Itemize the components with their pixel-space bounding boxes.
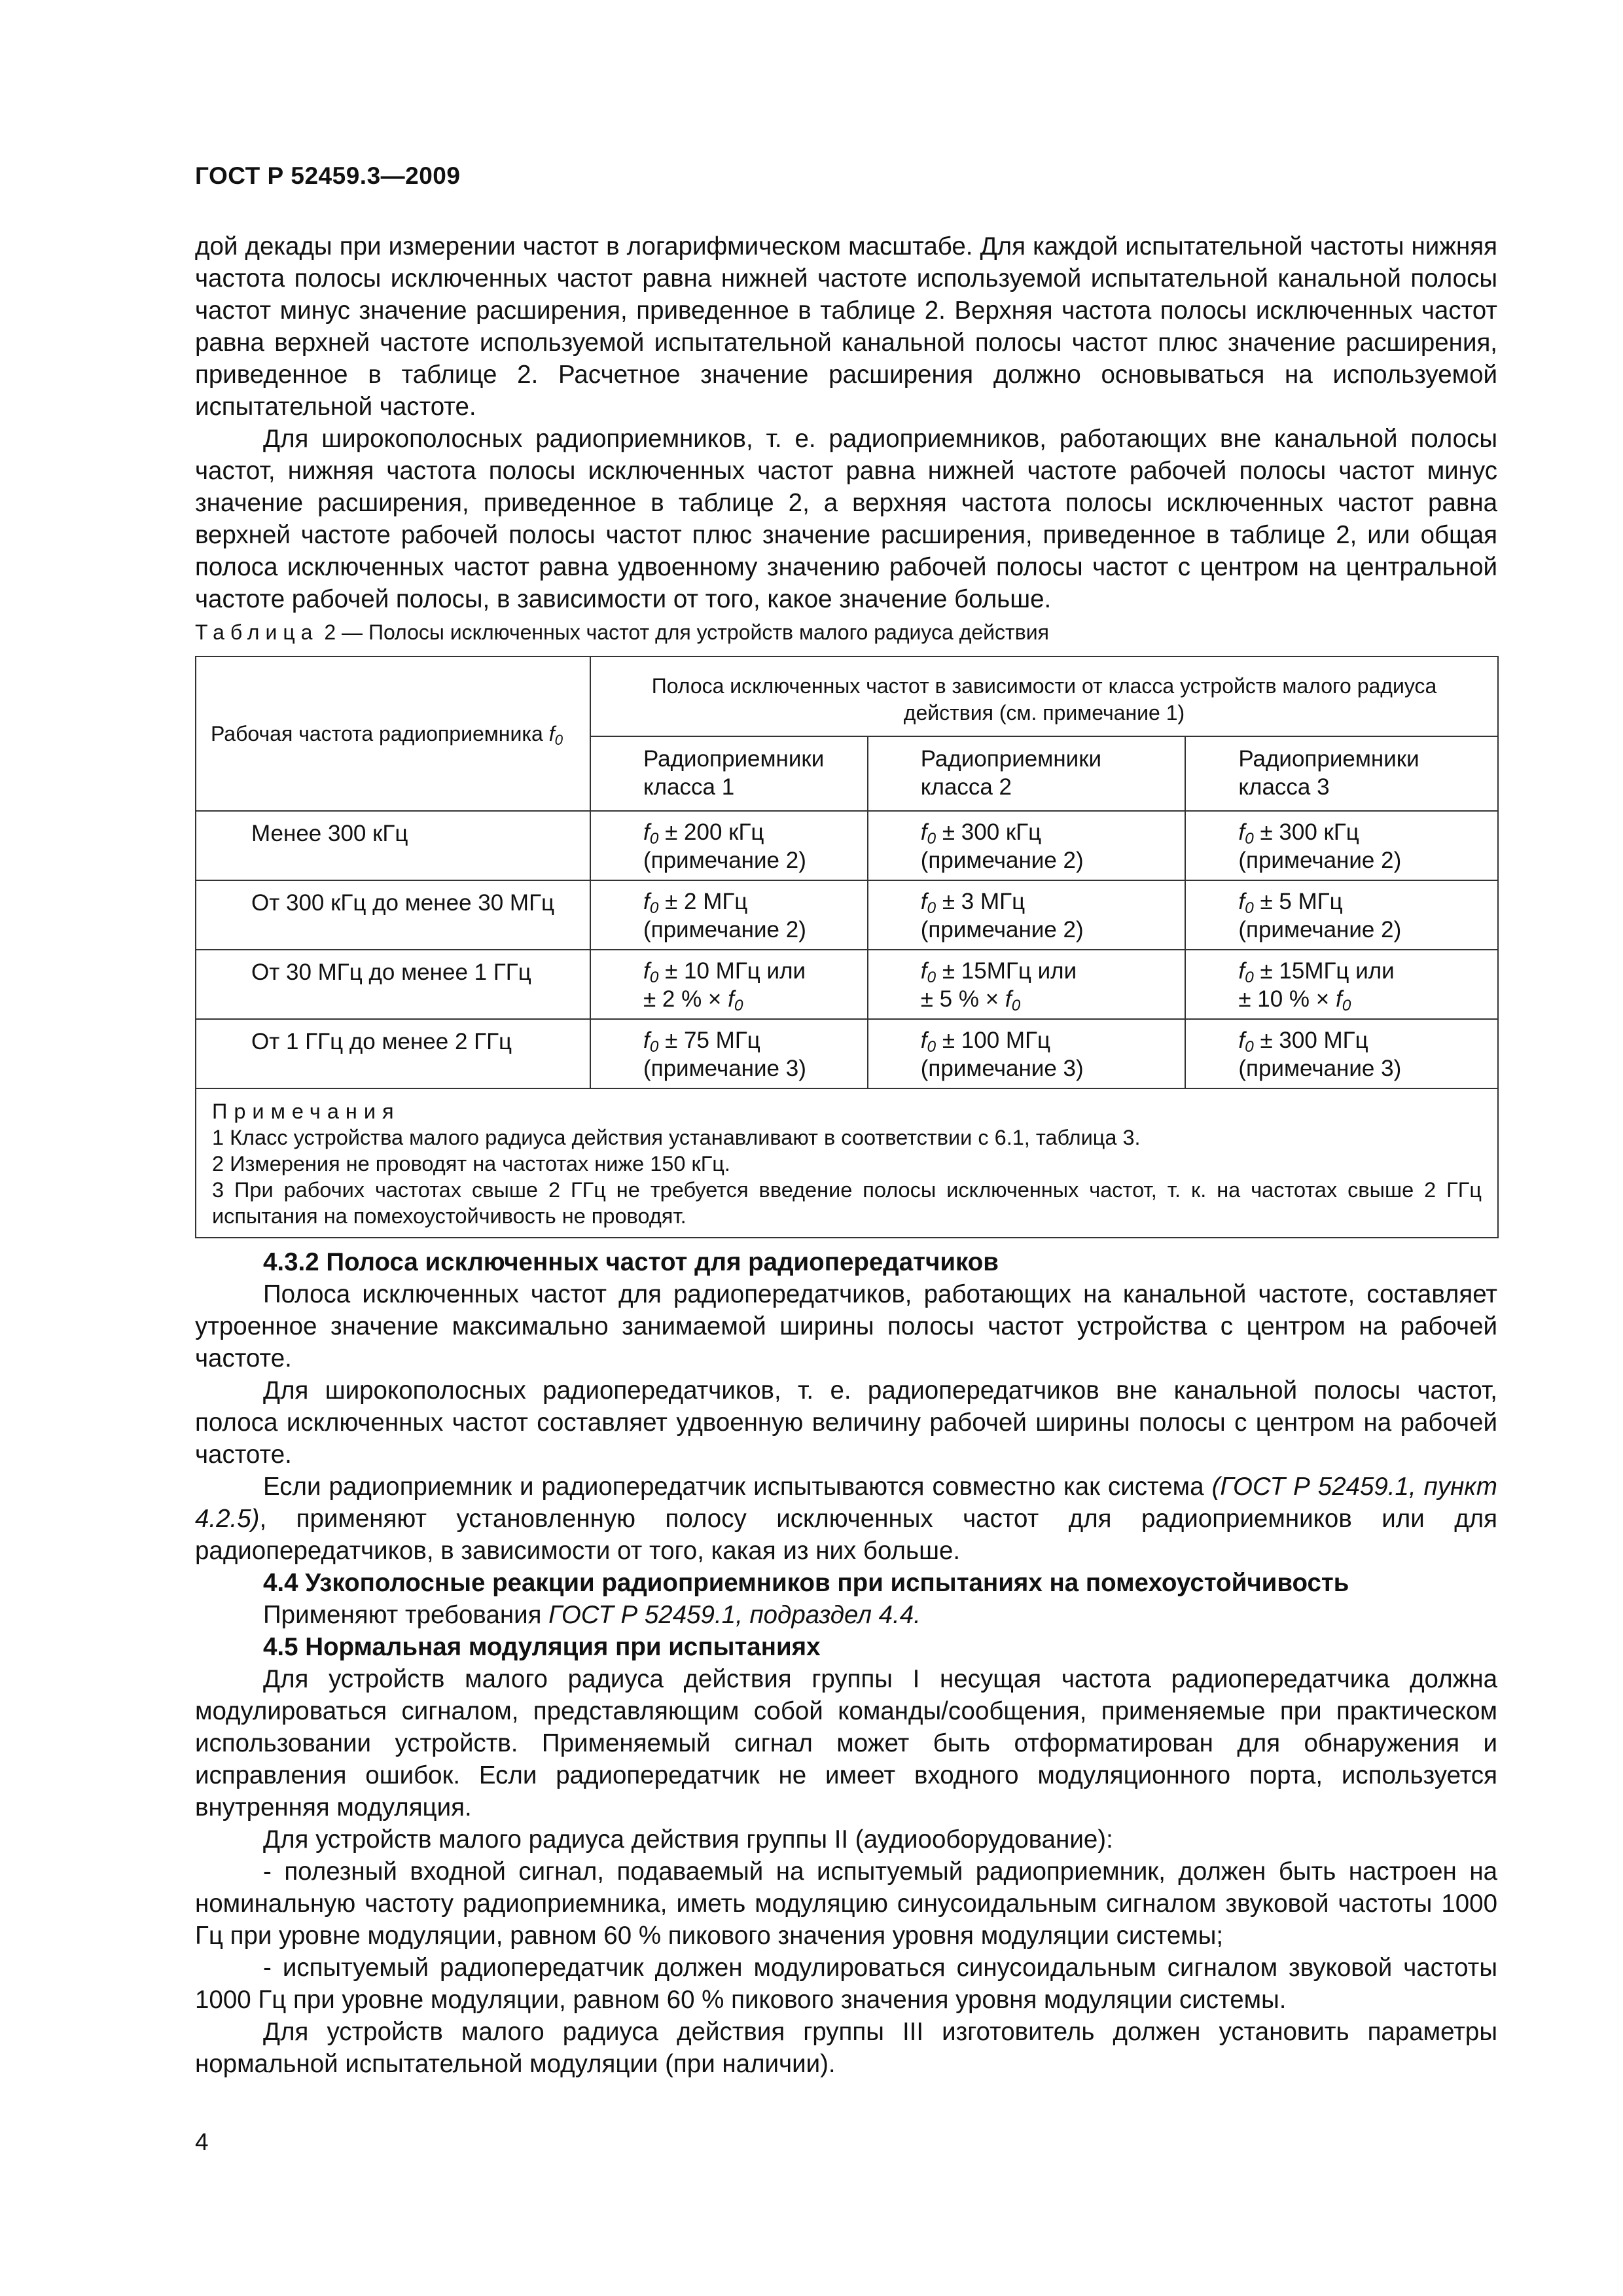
note-item: 3 При рабочих частотах свыше 2 ГГц не требуется введение полосы исключенных частот, т. к. на частотах свыше 2 ГГц испытания на помехоустойчивость не проводят. <box>212 1178 1482 1228</box>
table-cell <box>1185 811 1498 880</box>
table-row <box>196 811 1498 880</box>
cell-note: (примечание 2) <box>643 848 806 873</box>
cell-value: ± 75 МГц <box>665 1028 760 1053</box>
list-item: - полезный входной сигнал, подаваемый на испытуемый радиоприемник, должен быть настроен на номинальную частоту радиоприемника, иметь модуляцию синусоидальным сигналом звуковой частоты 1000 Гц при уровне модуляции, равном 60 % пикового значения уровня модуляции системы; <box>195 1857 1497 1950</box>
row-label: От 300 кГц до менее 30 МГц <box>196 880 590 950</box>
f0-symbol: $f_0$ <box>920 958 936 986</box>
group-header: Полоса исключенных частот в зависимости от класса устройств малого радиуса действия (см. примечание 1) <box>590 656 1498 736</box>
table-caption-prefix: Таблица <box>195 620 319 644</box>
cell-value: ± 300 кГц <box>1260 819 1359 845</box>
class-header-line: класса 2 <box>920 774 1012 800</box>
cell-value: ± 100 МГц <box>942 1028 1051 1053</box>
reference-link: ГОСТ Р 52459.1, подраздел 4.4. <box>548 1601 921 1629</box>
class-header-3 <box>1185 736 1498 811</box>
f0-symbol: $f_0$ <box>1005 986 1021 1014</box>
class-header-line: Радиоприемники <box>1238 746 1419 772</box>
reference-link: (ГОСТ Р 52459.1, пункт 4.2.5) <box>195 1473 1497 1533</box>
paragraph: Полоса исключенных частот для радиопередатчиков, работающих на канальной частоте, составляет утроенное значение максимально занимаемой ширины полосы частот устройства с центром на рабочей частоте. <box>195 1280 1497 1372</box>
paragraph: Для широкополосных радиопередатчиков, т. е. радиопередатчиков вне канальной полосы частот, полоса исключенных частот составляет удвоенную величину рабочей ширины полосы с центром на рабочей частоте. <box>195 1376 1497 1469</box>
table-cell <box>590 811 868 880</box>
table-cell <box>868 950 1186 1019</box>
class-header-line: класса 3 <box>1238 774 1330 800</box>
table-cell <box>1185 880 1498 950</box>
f0-symbol: $f_0$ <box>643 889 659 917</box>
text-run: Если радиоприемник и радиопередатчик испытываются совместно как система <box>263 1473 1212 1501</box>
table-row <box>196 950 1498 1019</box>
f0-symbol: $f_0$ <box>920 819 936 848</box>
cell-value: ± 2 % × <box>643 986 722 1012</box>
cell-value: ± 5 МГц <box>1260 889 1343 914</box>
paragraph: Для устройств малого радиуса действия группы III изготовитель должен установить параметры нормальной испытательной модуляции (при наличии). <box>195 2018 1497 2078</box>
table-cell <box>868 811 1186 880</box>
intro-text <box>195 230 1497 615</box>
section-text <box>195 1246 1497 2080</box>
paragraph: Для устройств малого радиуса действия группы I несущая частота радиопередатчика должна модулироваться сигналом, представляющим собой команды/сообщения, применяемые при практическом использовании устройств. Применяемый сигнал может быть отформатирован для обнаружения и исправления ошибок. Если радиопередатчик не имеет входного модуляционного порта, используется внутренняя модуляция. <box>195 1665 1497 1821</box>
paragraph: дой декады при измерении частот в логарифмическом масштабе. Для каждой испытательной частоты нижняя частота полосы исключенных частот равна нижней частоте используемой испытательной канальной полосы частот минус значение расширения, приведенное в таблице 2. Верхняя частота полосы исключенных частот равна верхней частоте используемой испытательной канальной полосы частот плюс значение расширения, приведенное в таблице 2. Расчетное значение расширения должно основываться на используемой испытательной частоте. <box>195 232 1497 421</box>
f0-symbol: $f_0$ <box>1335 986 1351 1014</box>
f0-symbol: $f_0$ <box>1238 819 1254 848</box>
row-label: От 1 ГГц до менее 2 ГГц <box>196 1019 590 1088</box>
page-number: 4 <box>195 2128 209 2155</box>
list-item: - испытуемый радиопередатчик должен модулироваться синусоидальным сигналом звуковой частоты 1000 Гц при уровне модуляции, равном 60 % пикового значения уровня модуляции системы. <box>195 1954 1497 2014</box>
f0-symbol: $f_0$ <box>1238 1028 1254 1056</box>
table-cell <box>1185 950 1498 1019</box>
table-cell <box>590 1019 868 1088</box>
text-run: , применяют установленную полосу исключенных частот для радиоприемников или для радиопередатчиков, в зависимости от того, какая из них больше. <box>195 1505 1497 1565</box>
cell-note: (примечание 2) <box>1238 848 1402 873</box>
cell-note: (примечание 2) <box>920 848 1084 873</box>
f0-symbol: $f_0$ <box>920 889 936 917</box>
cell-value: ± 300 МГц <box>1260 1028 1368 1053</box>
paragraph <box>195 1599 1497 1631</box>
paragraph <box>195 1471 1497 1567</box>
f0-symbol: $f_0$ <box>643 1028 659 1056</box>
f0-symbol: $f_0$ <box>643 819 659 848</box>
cell-value: ± 10 МГц или <box>665 958 806 984</box>
cell-value: ± 3 МГц <box>942 889 1026 914</box>
table-cell <box>590 880 868 950</box>
notes-title: Примечания <box>212 1100 401 1123</box>
row-label: От 30 МГц до менее 1 ГГц <box>196 950 590 1019</box>
cell-value: ± 10 % × <box>1238 986 1330 1012</box>
f0-symbol: $f_0$ <box>1238 958 1254 986</box>
table-caption-text: 2 — Полосы исключенных частот для устройств малого радиуса действия <box>318 620 1049 644</box>
cell-value: ± 2 МГц <box>665 889 748 914</box>
paragraph: Для широкополосных радиоприемников, т. е. радиоприемников, работающих вне канальной полосы частот, нижняя частота полосы исключенных частот равна нижней частоте рабочей полосы частот минус значение расширения, приведенное в таблице 2, а верхняя частота полосы исключенных частот равна верхней частоте рабочей полосы частот плюс значение расширения, приведенное в таблице 2, или общая полоса исключенных частот равна удвоенному значению рабочей полосы частот с центром на центральной частоте рабочей полосы, в зависимости от того, какое значение больше. <box>195 425 1497 613</box>
table-row <box>196 1019 1498 1088</box>
cell-value: ± 15МГц или <box>942 958 1077 984</box>
cell-value: ± 5 % × <box>920 986 999 1012</box>
table-cell <box>1185 1019 1498 1088</box>
table-cell <box>590 950 868 1019</box>
section-heading-4-3-2: 4.3.2 Полоса исключенных частот для радиопередатчиков <box>263 1248 999 1276</box>
cell-note: (примечание 3) <box>1238 1056 1402 1081</box>
document-header: ГОСТ Р 52459.3—2009 <box>195 162 461 189</box>
f0-symbol: $f_0$ <box>1238 889 1254 917</box>
class-header-line: Радиоприемники <box>643 746 825 772</box>
class-header-line: класса 1 <box>643 774 735 800</box>
column-header-label: Рабочая частота радиоприемника <box>211 721 543 745</box>
section-heading-4-5: 4.5 Нормальная модуляция при испытаниях <box>263 1633 821 1661</box>
column-header-frequency <box>196 656 590 811</box>
exclusion-band-table <box>195 656 1499 1238</box>
cell-note: (примечание 2) <box>1238 917 1402 942</box>
paragraph: Для устройств малого радиуса действия группы II (аудиооборудование): <box>263 1825 1113 1854</box>
cell-note: (примечание 3) <box>643 1056 806 1081</box>
section-heading-4-4: 4.4 Узкополосные реакции радиоприемников при испытаниях на помехоустойчивость <box>263 1569 1349 1597</box>
table-caption <box>195 620 1049 645</box>
cell-value: ± 200 кГц <box>665 819 764 845</box>
table-cell <box>868 880 1186 950</box>
cell-note: (примечание 2) <box>643 917 806 942</box>
f0-symbol: $f_0$ <box>920 1028 936 1056</box>
note-item: 2 Измерения не проводят на частотах ниже 150 кГц. <box>212 1152 730 1175</box>
f0-symbol: $f_0$ <box>548 721 563 748</box>
class-header-line: Радиоприемники <box>920 746 1102 772</box>
table-cell <box>868 1019 1186 1088</box>
cell-note: (примечание 2) <box>920 917 1084 942</box>
note-item: 1 Класс устройства малого радиуса действия устанавливают в соответствии с 6.1, таблица 3. <box>212 1126 1141 1149</box>
cell-value: ± 15МГц или <box>1260 958 1395 984</box>
class-header-1 <box>590 736 868 811</box>
f0-symbol: $f_0$ <box>643 958 659 986</box>
cell-note: (примечание 3) <box>920 1056 1084 1081</box>
class-header-2 <box>868 736 1186 811</box>
cell-value: ± 300 кГц <box>942 819 1042 845</box>
table-row <box>196 880 1498 950</box>
f0-symbol: $f_0$ <box>728 986 743 1014</box>
table-notes <box>196 1088 1498 1238</box>
text-run: Применяют требования <box>263 1601 549 1629</box>
row-label: Менее 300 кГц <box>196 811 590 880</box>
